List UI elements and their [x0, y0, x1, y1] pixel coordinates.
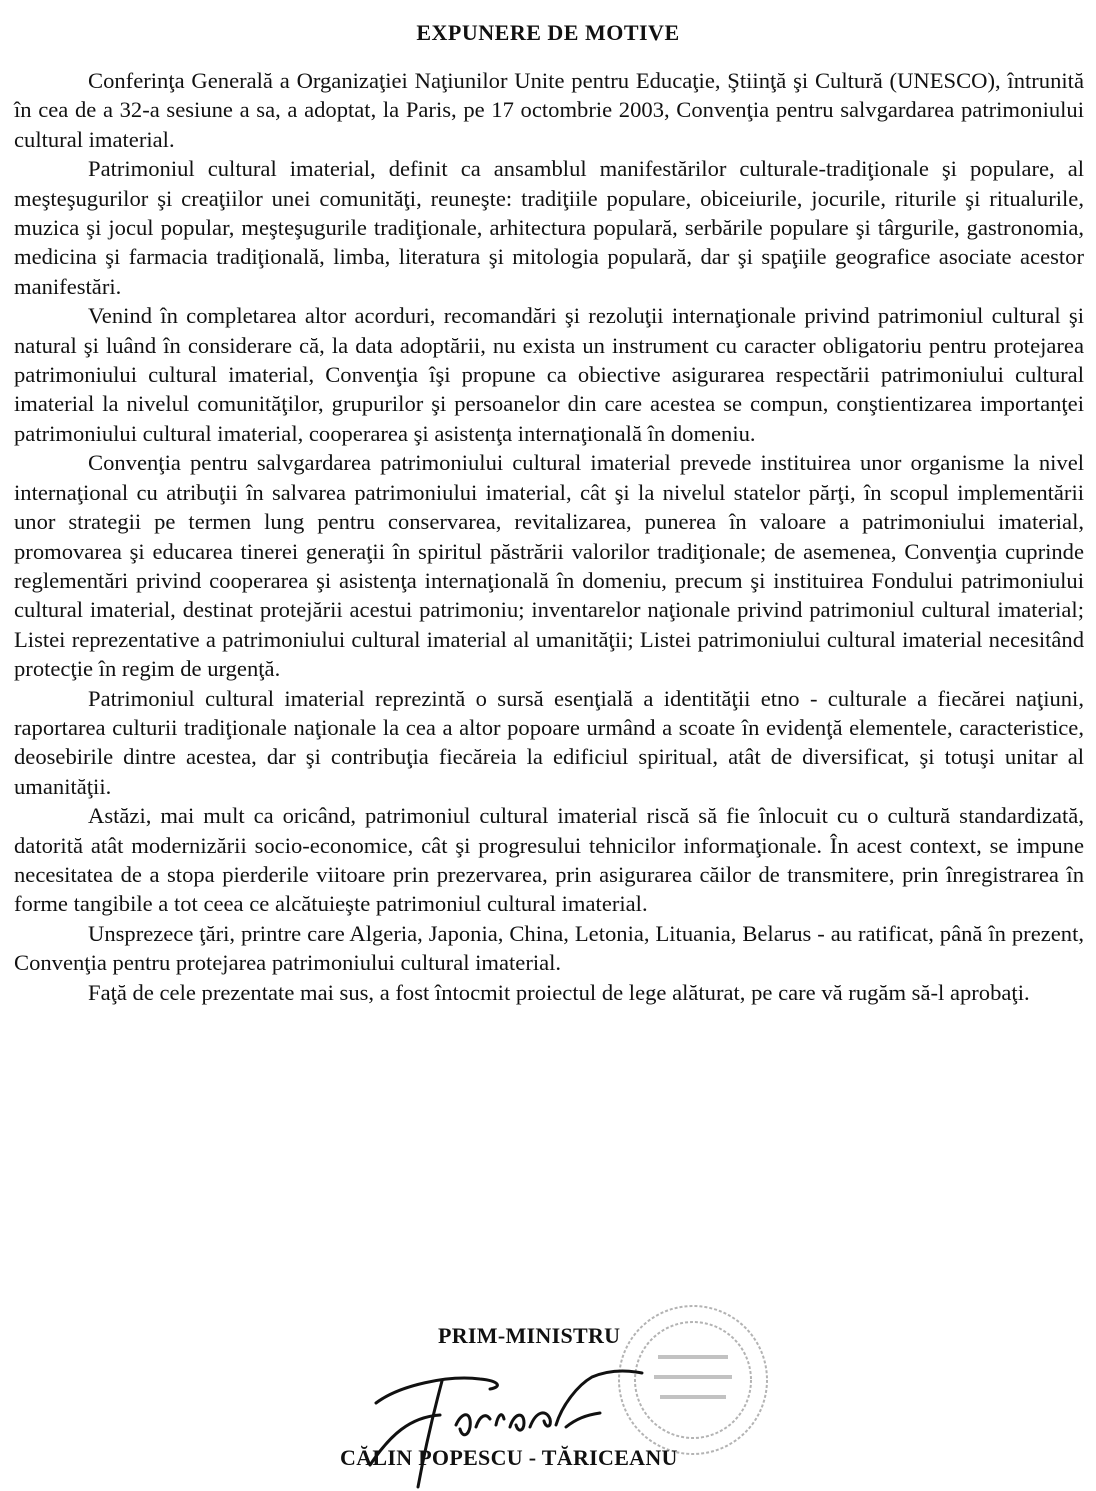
paragraph-4: Convenţia pentru salvgardarea patrimoniului cultural imaterial prevede instituirea unor organisme la nivel internaţional cu atribuţii în salvarea patrimoniului imaterial, cât şi la nivelul statelor părţi, în scopul implementării unor strategii pe termen lung pentru conservarea, revitalizarea, punerea în valoare a patrimoniului imaterial, promovarea şi educarea tinerei generaţii în spiritul păstrării valorilor tradiţionale; de asemenea, Convenţia cuprinde reglementări privind cooperarea şi asistenţa internaţională în domeniu, precum şi instituirea Fondului patrimoniului cultural imaterial, destinat protejării acestui patrimoniu; inventarelor naţionale privind patrimoniul cultural imaterial; Listei reprezentative a patrimoniului cultural imaterial al umanităţii; Listei patrimoniului cultural imaterial necesitând protecţie în regim de urgenţă.	[14, 450, 1084, 682]
paragraph-6: Astăzi, mai mult ca oricând, patrimoniul cultural imaterial riscă să fie înlocuit cu o cultură standardizată, datorită atât modernizării socio-economice, cât şi progresului tehnicilor informaţionale. În acest context, se impune necesitatea de a stopa pierderile viitoare prin prezervarea, prin asigurarea căilor de transmitere, prin înregistrarea în forme tangibile a tot ceea ce alcătuieşte patrimoniul cultural imaterial.	[14, 803, 1084, 917]
document-title: EXPUNERE DE MOTIVE	[416, 20, 680, 45]
paragraph-2: Patrimoniul cultural imaterial, definit ca ansamblul manifestărilor culturale-tradiţionale şi populare, al meşteşugurilor şi creaţiilor unei comunităţi, reuneşte: tradiţiile populare, obiceiurile, jocurile, riturile şi ritualurile, muzica şi jocul popular, meşteşugurile tradiţionale, arhitectura populară, serbările populare şi târgurile, gastronomia, medicina şi farmacia tradiţională, limba, literatura şi mitologia populară, dar şi spaţiile geografice asociate acestor manifestări.	[14, 156, 1084, 299]
signatory-title: PRIM-MINISTRU	[438, 1323, 621, 1348]
signatory-name: CĂLIN POPESCU - TĂRICEANU	[340, 1445, 678, 1470]
paragraph-1: Conferinţa Generală a Organizaţiei Naţiunilor Unite pentru Educaţie, Ştiinţă şi Cultură (UNESCO), întrunită în cea de a 32-a sesiune a sa, a adoptat, la Paris, pe 17 octombrie 2003, Convenţia pentru salvgardarea patrimoniului cultural imaterial.	[14, 68, 1084, 152]
document-body	[14, 66, 1084, 1007]
paragraph-7: Unsprezece ţări, printre care Algeria, Japonia, China, Letonia, Lituania, Belarus - au ratificat, până în prezent, Convenţia pentru protejarea patrimoniului cultural imaterial.	[14, 920, 1084, 976]
paragraph-5: Patrimoniul cultural imaterial reprezintă o sursă esenţială a identităţii etno - culturale a fiecărei naţiuni, raportarea culturii tradiţionale naţionale la cea a altor popoare urmând a scoate în evidenţă elementele, caracteristice, deosebirile dintre acestea, dar şi contribuţia fiecăreia la edificiul spiritual, atât de diversificat, şi totuşi unitar al umanităţii.	[14, 685, 1084, 799]
paragraph-3: Venind în completarea altor acorduri, recomandări şi rezoluţii internaţionale privind patrimoniul cultural şi natural şi luând în considerare că, la data adoptării, nu exista un instrument cu caracter obligatoriu pentru protejarea patrimoniului cultural imaterial, Convenţia îşi propune ca obiective asigurarea respectării patrimoniului cultural imaterial la nivelul comunităţilor, grupurilor şi persoanelor din care acestea se compun, conştientizarea importanţei patrimoniului cultural imaterial, cooperarea şi asistenţa internaţională în domeniu.	[14, 303, 1084, 446]
signature-block	[330, 1295, 850, 1491]
paragraph-8: Faţă de cele prezentate mai sus, a fost întocmit proiectul de lege alăturat, pe care vă rugăm să-l aprobaţi.	[88, 979, 1030, 1005]
